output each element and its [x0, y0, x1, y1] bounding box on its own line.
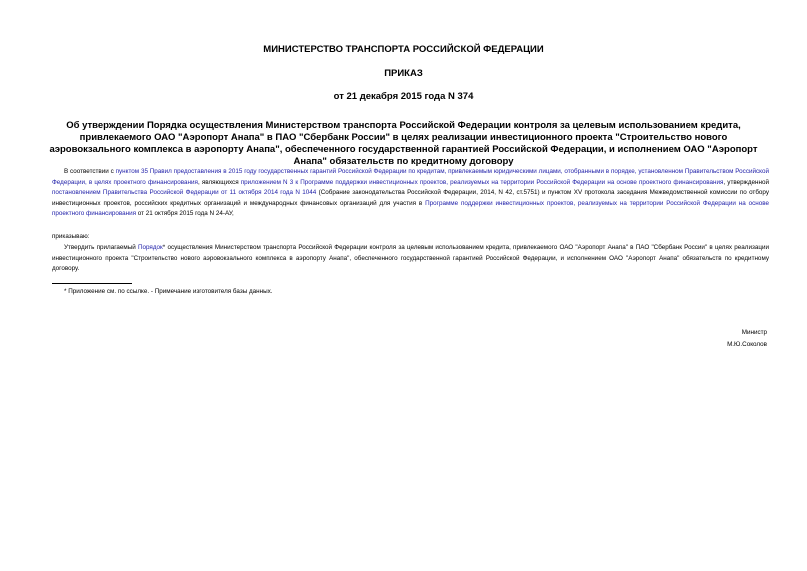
preamble-paragraph [52, 167, 769, 220]
link-support-program[interactable]: Программе поддержки инвестиционных проектов, реализуемых на территории Российской Федерации на основе проектного финансирования [52, 199, 770, 217]
link-procedure[interactable]: Порядок [137, 244, 163, 251]
order-word: приказываю: [52, 233, 90, 240]
link-appendix-3[interactable]: приложением N 3 к Программе поддержки инвестиционных проектов, реализуемых на территории Российской Федерации на основе проектного финансирования [240, 178, 724, 186]
link-government-decree-1044[interactable]: постановлением Правительства Российской Федерации от 11 октября 2014 года N 1044 [52, 189, 317, 196]
resolution-text-2: * осуществления Министерством транспорта Российской Федерации контроля за целевым использованием кредита, привлекаемого ОАО "Аэропорт Анапа" в ПАО "Сбербанк России" в целях реализации инвестиционного проекта "Строительство нового аэровокзального комплекса в аэропорту Анапа", обеспеченного государственной гарантией Российской Федерации, и исполнением ОАО "Аэропорт Анапа" обязательств по кредитному договору. [52, 244, 769, 272]
order-heading: ПРИКАЗ [384, 68, 423, 79]
signature-name: М.Ю.Соколов [727, 341, 767, 348]
order-date: от 21 декабря 2015 года N 374 [333, 91, 474, 102]
resolution-text-1: Утвердить прилагаемый [64, 244, 138, 251]
footnote-divider [52, 283, 132, 284]
preamble-text-1: В соответствии с [64, 168, 116, 175]
preamble-text-4: (Собрание законодательства Российской Федерации, 2014, N 42, ст.5751) и пунктом XV протокола заседания Межведомственной комиссии по отбору инвестиционных проектов, российских кредитных организаций и международных финансовых организаций для участия в [52, 189, 770, 207]
ministry-heading: МИНИСТЕРСТВО ТРАНСПОРТА РОССИЙСКОЙ ФЕДЕРАЦИИ [263, 44, 544, 55]
signature-position: Министр [741, 329, 767, 336]
preamble-text-3: , утвержденной [723, 178, 769, 186]
preamble-text-2: , являющихся [197, 178, 241, 186]
link-rules-point-35[interactable]: пунктом 35 Правил предоставления в 2015 году государственных гарантий Российской Федерации по кредитам, привлекаемым юридическими лицами, отобранными в порядке, установленном Правительством Российской Федерации, в целях проектного финансирования [52, 168, 769, 186]
order-title: Об утверждении Порядка осуществления Министерством транспорта Российской Федерации контроля за целевым использованием кредита, привлекаемого ОАО "Аэропорт Анапа" в ПАО "Сбербанк России" в целях реализации инвестиционного проекта "Строительство нового аэровокзального комплекса в аэропорту Анапа", обеспеченного государственной гарантией Российской Федерации, и исполнением ОАО "Аэропорт Анапа" обязательств по кредитному договору [49, 120, 758, 167]
resolution-paragraph [52, 243, 769, 275]
preamble-text-5: от 21 октября 2015 года N 24-АУ, [136, 210, 234, 217]
footnote: * Приложение см. по ссылке. - Примечание изготовителя базы данных. [64, 288, 273, 295]
